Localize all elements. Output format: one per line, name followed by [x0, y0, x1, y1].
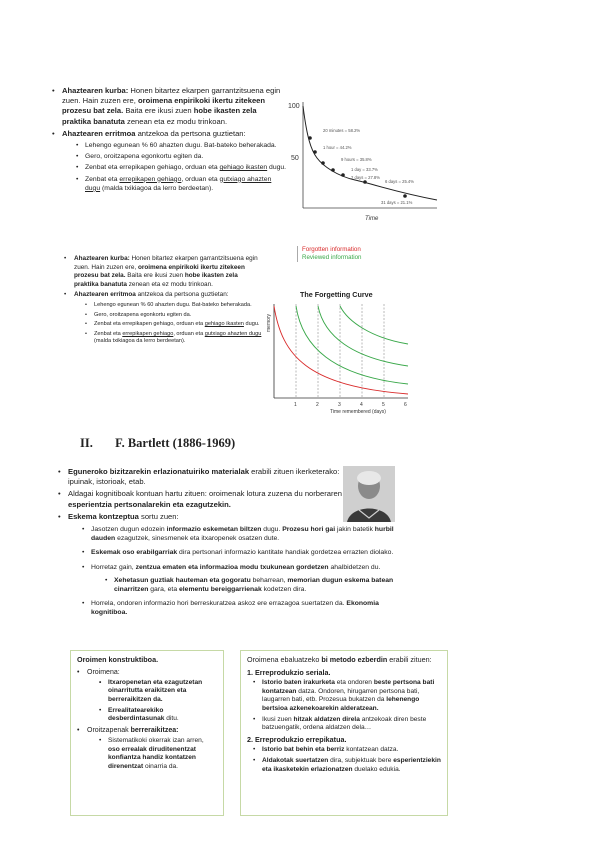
- curve-note: 6 days = 25.4%: [385, 179, 414, 184]
- x-tick: 2: [316, 402, 319, 408]
- forgetting-curve-notes-bottom: [64, 255, 264, 348]
- sub-bullet: • Jasotzen dugun edozein informazio eskemetan biltzen dugu. Prozesu hori gai jakin batetik hurbil dauden ezagutzek, sinesmenek eta itxaropenek osatzen dute.: [82, 525, 408, 543]
- bullet-ahaztearen-kurba: • Ahaztearen kurba: Honen bitartez ekarpen garrantzitsuena egin zuen. Hain zuzen ere, oroimena enpirikoki ikertu zitekeen prozesu bat zela. Baita ere ikusi zuen hobe ikasten zela praktika banatuta zenean eta ez modu trinkoan.: [64, 255, 264, 289]
- sub-bullet: • Eskemak oso erabilgarriak dira pertsonari informazio kantitate handiak gordetzea errazten diolako.: [82, 548, 408, 557]
- curve-legend: [297, 246, 372, 262]
- bartlett-notes: [58, 467, 408, 620]
- x-axis-label: Time: [365, 216, 379, 222]
- sub-bullet: • Lehengo egunean % 60 ahazten dugu. Bat-bateko beherakada.: [85, 302, 264, 310]
- sub-bullet: • Zenbat eta errepikapen gehiago, orduan eta gehiago ikasten dugu.: [76, 163, 287, 172]
- reviewed-curve-2: [318, 306, 408, 366]
- sub-bullet: • Zenbat eta errepikapen gehiago, orduan eta gehiago ikasten dugu.: [85, 321, 264, 329]
- retention-curve: [303, 106, 437, 200]
- bullet-eskema: • Eskema kontzeptua sortu zuen: • Jasotzen dugun edozein informazio eskemetan biltzen dugu. Prozesu hori gai jakin batetik hurbil dauden ezagutzek, sinesmenek eta itxaropenek osatzen dute. • Eskemak oso erabilgarriak dira pertsonari informazio kantitate handiak gordetzea errazten diolako. • Horretaz gain, zentzua ematen eta informazioa modu txukunean gordetzen ahalbidetzen du. • Xehetasun guztiak hauteman eta gogoratu beharrean, memorian dugun eskema batean cinarritzen gara, eta elementu bereiggarrienak kodetzen dira. • Horrela, ondoren informazio hori berreskuratzea askoz ere errazagoa suertatzen da. Ekonomia kognitiboa.: [58, 512, 408, 618]
- sub-bullet: • Lehengo egunean % 60 ahazten dugu. Bat-bateko beherakada.: [76, 141, 287, 150]
- data-point: [341, 173, 345, 177]
- curve-note: 1 day = 33.7%: [351, 167, 378, 172]
- sub-bullet: • Zenbat eta errepikapen gehiago, orduan eta gutxiago ahazten dugu (malda txikiagoa da lerro berdeetan).: [85, 331, 264, 346]
- bullet-aldagai: • Aldagai kognitiboak kontuan hartu zituen: oroimenak lotura zuzena du norberaren esperientzia pertsonalarekin eta ezagutzekin.: [58, 489, 344, 509]
- legend-forgotten: Forgotten information: [302, 246, 361, 253]
- x-tick: 5: [382, 402, 385, 408]
- method-2-heading: 2. Erreprodukzio errepikatua.: [247, 734, 347, 744]
- x-axis-label: Time remembered (days): [330, 409, 386, 414]
- y-axis-label: memory: [266, 313, 272, 332]
- data-point: [363, 180, 367, 184]
- data-point: [321, 161, 325, 165]
- reviewed-curve-1: [296, 306, 408, 384]
- data-point: [308, 136, 312, 140]
- constructive-memory-box: [70, 650, 224, 816]
- sub-bullet: • Horretaz gain, zentzua ematen eta informazioa modu txukunean gordetzen ahalbidetzen du. • Xehetasun guztiak hauteman eta gogoratu beharrean, memorian dugun eskema batean cinarritzen gara, eta elementu bereiggarrienak kodetzen dira.: [82, 563, 408, 595]
- ebbinghaus-curve-chart: [285, 96, 440, 226]
- sub-bullet: • Horrela, ondoren informazio hori berreskuratzea askoz ere errazagoa suertatzen da. Ekonomia kognitiboa.: [82, 599, 408, 617]
- method-1-heading: 1. Erreprodukzio seriala.: [247, 667, 331, 677]
- forgetting-curve-chart: [262, 286, 412, 414]
- sub-sub-bullet: • Xehetasun guztiak hauteman eta gogoratu beharrean, memorian dugun eskema batean cinarritzen gara, eta elementu bereiggarrienak kodetzen dira.: [105, 576, 408, 594]
- sub-bullet: • Errealitatearekiko desberdintasunak ditu.: [99, 707, 217, 724]
- x-tick: 1: [294, 402, 297, 408]
- bullet-berreraikitzea: • Oroitzapenak berreraikitzea: • Sistematikoki okerrak izan arren, oso errealak diruditenentzat konfiantza handiz kontatzen direnentzat oinarria da.: [77, 726, 217, 772]
- bullet-materialak: • Eguneroko bizitzarekin erlazionatuiriko materialak erabili zituen ikerketerako: ipuinak, istorioak, etab.: [58, 467, 344, 487]
- sub-bullet: • Sistematikoki okerrak izan arren, oso errealak diruditenentzat konfiantza handiz kontatzen direnentzat oinarria da.: [99, 737, 217, 771]
- curve-note: 2 days = 27.8%: [351, 175, 380, 180]
- data-point: [331, 168, 335, 172]
- sub-bullet: • Gero, oroitzapena egonkortu egiten da.: [85, 312, 264, 320]
- sub-bullet: • Istorio baten irakurketa eta ondoren beste pertsona bati kontatzean datza. Ondoren, hirugarren pertsona bati, laugarren bati, etb. Prozesua bukatzen da lehenengo bertsioa azkenekoarekin alderatzean.: [253, 679, 441, 713]
- sub-bullet: • Istorio bat behin eta berriz kontatzean datza.: [253, 746, 441, 755]
- box-title: Oroimen konstruktiboa.: [77, 655, 159, 664]
- data-point: [403, 194, 407, 198]
- section-heading: [80, 436, 235, 451]
- box-intro: Oroimena ebaluatzeko bi metodo ezberdin erabili zituen:: [247, 655, 432, 664]
- section-title: F. Bartlett (1886-1969): [115, 436, 236, 450]
- sub-bullet: • Itxaropenetan eta ezagutzetan oinarritutta eraikitzen eta berreraikitzen da.: [99, 679, 217, 705]
- sub-bullet: • Ikusi zuen hitzak aldatzen direla antzekoak diren beste batzuengatik, ordena aldatzen dela…: [253, 716, 441, 733]
- sub-bullet: • Aldakotak suertatzen dira, subjektuak bere esperientziekin eta ikasketekin erlazionatzen duelako edukia.: [253, 757, 441, 774]
- bullet-oroimena: • Oroimena: • Itxaropenetan eta ezagutzetan oinarritutta eraikitzen eta berreraikitzen da. • Errealitatearekiko desberdintasunak ditu.: [77, 668, 217, 724]
- curve-note: 9 hours = 35.8%: [341, 157, 372, 162]
- legend-reviewed: Reviewed information: [302, 254, 362, 261]
- section-number: II.: [80, 436, 93, 450]
- data-point: [313, 150, 317, 154]
- sub-bullet: • Gero, oroitzapena egonkortu egiten da.: [76, 152, 287, 161]
- evaluation-methods-box: [240, 650, 448, 816]
- chart-title: The Forgetting Curve: [300, 290, 373, 299]
- x-tick: 4: [360, 402, 363, 408]
- bullet-erritmoa: • Ahaztearen erritmoa antzekoa da pertsona guztietan: • Lehengo egunean % 60 ahazten dugu. Bat-bateko beherakada. • Gero, oroitzapena egonkortu egiten da. • Zenbat eta errepikapen gehiago, orduan eta gehiago ikasten dugu. • Zenbat eta errepikapen gehiago, orduan eta gutxiago ahazten dugu (malda txikiagoa da lerro berdeetan).: [52, 129, 287, 193]
- curve-note: 1 hour = 44.2%: [323, 145, 352, 150]
- y-tick-100: 100: [288, 103, 300, 110]
- sub-bullet: • Zenbat eta errepikapen gehiago, orduan eta gutxiago ahazten dugu (malda txikiagoa da lerro berdeetan).: [76, 175, 287, 193]
- x-tick: 6: [404, 402, 407, 408]
- bullet-erritmoa: • Ahaztearen erritmoa antzekoa da pertsona guztietan: • Lehengo egunean % 60 ahazten dugu. Bat-bateko beherakada. • Gero, oroitzapena egonkortu egiten da. • Zenbat eta errepikapen gehiago, orduan eta gehiago ikasten dugu. • Zenbat eta errepikapen gehiago, orduan eta gutxiago ahazten dugu (malda txikiagoa da lerro berdeetan).: [64, 291, 264, 346]
- y-tick-50: 50: [291, 155, 299, 162]
- curve-note: 31 days = 21.1%: [381, 200, 413, 205]
- forgetting-curve-notes-top: [52, 86, 287, 195]
- x-tick: 3: [338, 402, 341, 408]
- curve-note: 20 minutes = 58.2%: [323, 128, 361, 133]
- bullet-ahaztearen-kurba: • Ahaztearen kurba: Honen bitartez ekarpen garrantzitsuena egin zuen. Hain zuzen ere, oroimena enpirikoki ikertu zitekeen prozesu bat zela. Baita ere ikusi zuen hobe ikasten zela praktika banatuta zenean eta ez modu trinkoan.: [52, 86, 287, 127]
- reviewed-curve-3: [340, 306, 408, 344]
